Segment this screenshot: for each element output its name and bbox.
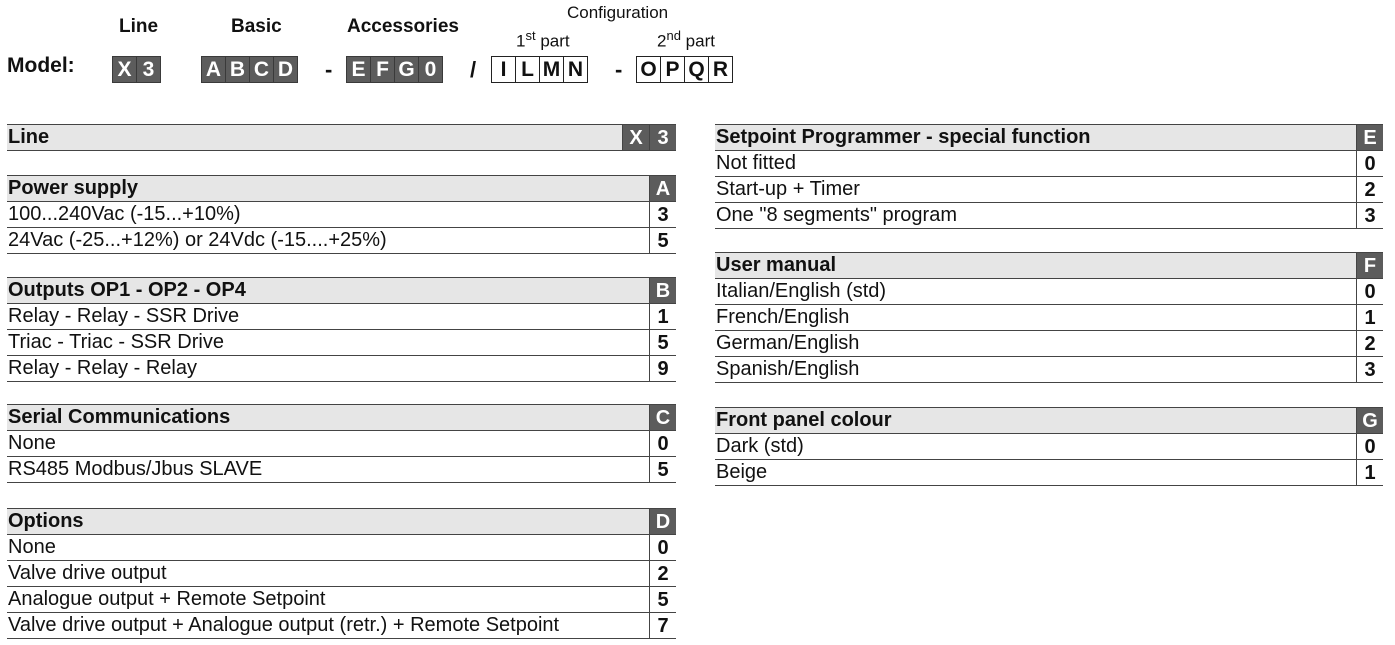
row-label: Italian/English (std) — [716, 280, 887, 302]
table-header — [7, 508, 676, 535]
table-row — [7, 431, 676, 457]
row-label: Dark (std) — [716, 435, 804, 457]
code-box: G — [394, 56, 419, 83]
table-row — [715, 460, 1383, 486]
code-box: 3 — [136, 56, 161, 83]
table-row — [715, 305, 1383, 331]
table-row — [7, 304, 676, 330]
row-value: 5 — [649, 228, 676, 253]
row-value: 3 — [1356, 357, 1383, 382]
table-code: D — [649, 509, 676, 534]
row-value: 5 — [649, 330, 676, 355]
table-row — [715, 434, 1383, 460]
code-box: A — [201, 56, 226, 83]
table-title: Setpoint Programmer - special function — [716, 126, 1091, 148]
row-value: 9 — [649, 356, 676, 381]
config1-code-boxes — [492, 56, 588, 83]
code-box: N — [563, 56, 588, 83]
options-table — [7, 508, 676, 639]
table-row — [7, 356, 676, 382]
row-label: None — [8, 432, 56, 454]
row-label: Spanish/English — [716, 358, 860, 380]
configuration-heading: Configuration — [567, 3, 669, 22]
table-code: F — [1356, 253, 1383, 278]
table-header — [7, 277, 676, 304]
row-value: 0 — [649, 431, 676, 456]
accessory-code-boxes — [347, 56, 443, 83]
first-part-heading: 1st part — [516, 28, 570, 51]
row-value: 5 — [649, 587, 676, 612]
table-code: G — [1356, 408, 1383, 433]
row-value: 0 — [649, 535, 676, 560]
code-cell: X — [622, 125, 649, 150]
row-label: French/English — [716, 306, 850, 328]
slash-separator: / — [470, 57, 477, 82]
row-label: Not fitted — [716, 152, 797, 174]
row-label: Valve drive output + Analogue output (retr.) + Remote Setpoint — [8, 614, 560, 636]
manual-table — [715, 252, 1383, 383]
table-title: User manual — [716, 254, 837, 276]
row-value: 1 — [649, 304, 676, 329]
code-box: L — [515, 56, 540, 83]
row-value: 0 — [1356, 151, 1383, 176]
code-box: E — [346, 56, 371, 83]
table-code: E — [1356, 125, 1383, 150]
row-label: Triac - Triac - SSR Drive — [8, 331, 224, 353]
power-table — [7, 175, 676, 254]
table-row — [7, 535, 676, 561]
table-row — [7, 457, 676, 483]
config2-code-boxes — [637, 56, 733, 83]
table-code: A — [649, 176, 676, 201]
dash-separator: - — [325, 57, 333, 82]
table-title: Options — [8, 510, 84, 532]
row-value: 0 — [1356, 434, 1383, 459]
code-box: Q — [684, 56, 709, 83]
row-value: 2 — [1356, 331, 1383, 356]
table-header — [715, 124, 1383, 151]
code-box: O — [636, 56, 661, 83]
table-codes — [622, 125, 676, 150]
row-label: RS485 Modbus/Jbus SLAVE — [8, 458, 263, 480]
line-heading: Line — [119, 16, 159, 37]
row-value: 1 — [1356, 460, 1383, 485]
table-title: Outputs OP1 - OP2 - OP4 — [8, 279, 246, 301]
line-code-boxes — [113, 56, 161, 83]
table-header — [715, 407, 1383, 434]
accessories-heading: Accessories — [347, 16, 459, 37]
row-label: One "8 segments" program — [716, 204, 957, 226]
row-label: 100...240Vac (-15...+10%) — [8, 203, 241, 225]
code-box: X — [112, 56, 137, 83]
table-row — [715, 279, 1383, 305]
table-row — [7, 587, 676, 613]
table-header — [7, 175, 676, 202]
row-label: None — [8, 536, 56, 558]
table-row — [715, 357, 1383, 383]
code-box: I — [491, 56, 516, 83]
table-header — [7, 124, 676, 151]
code-box: M — [539, 56, 564, 83]
code-box: D — [273, 56, 298, 83]
setpoint-table — [715, 124, 1383, 229]
row-value: 2 — [1356, 177, 1383, 202]
row-label: Valve drive output — [8, 562, 167, 584]
table-title: Line — [8, 126, 50, 148]
outputs-table — [7, 277, 676, 382]
table-header — [7, 404, 676, 431]
table-row — [715, 331, 1383, 357]
second-part-heading: 2nd part — [657, 28, 715, 51]
table-row — [715, 177, 1383, 203]
table-header — [715, 252, 1383, 279]
row-value: 0 — [1356, 279, 1383, 304]
table-title: Power supply — [8, 177, 139, 199]
code-box: F — [370, 56, 395, 83]
line-table — [7, 124, 676, 151]
row-value: 5 — [649, 457, 676, 482]
code-box: P — [660, 56, 685, 83]
table-row — [7, 228, 676, 254]
row-label: 24Vac (-25...+12%) or 24Vdc (-15....+25%) — [8, 229, 387, 251]
table-title: Front panel colour — [716, 409, 892, 431]
row-label: Start-up + Timer — [716, 178, 860, 200]
row-value: 2 — [649, 561, 676, 586]
code-box: B — [225, 56, 250, 83]
table-code: C — [649, 405, 676, 430]
table-code: B — [649, 278, 676, 303]
table-row — [715, 151, 1383, 177]
row-label: Beige — [716, 461, 768, 483]
table-row — [7, 202, 676, 228]
table-title: Serial Communications — [8, 406, 231, 428]
row-value: 1 — [1356, 305, 1383, 330]
model-label: Model: — [7, 54, 75, 77]
table-row — [7, 561, 676, 587]
row-label: German/English — [716, 332, 860, 354]
row-value: 7 — [649, 613, 676, 638]
dash-separator: - — [615, 57, 623, 82]
code-cell: 3 — [649, 125, 676, 150]
table-row — [7, 330, 676, 356]
code-box: C — [249, 56, 274, 83]
row-value: 3 — [649, 202, 676, 227]
code-box: R — [708, 56, 733, 83]
serial-table — [7, 404, 676, 483]
row-value: 3 — [1356, 203, 1383, 228]
table-row — [715, 203, 1383, 229]
colour-table — [715, 407, 1383, 486]
row-label: Analogue output + Remote Setpoint — [8, 588, 326, 610]
table-row — [7, 613, 676, 639]
row-label: Relay - Relay - SSR Drive — [8, 305, 240, 327]
basic-heading: Basic — [231, 16, 282, 37]
code-box: 0 — [418, 56, 443, 83]
row-label: Relay - Relay - Relay — [8, 357, 197, 379]
basic-code-boxes — [202, 56, 298, 83]
